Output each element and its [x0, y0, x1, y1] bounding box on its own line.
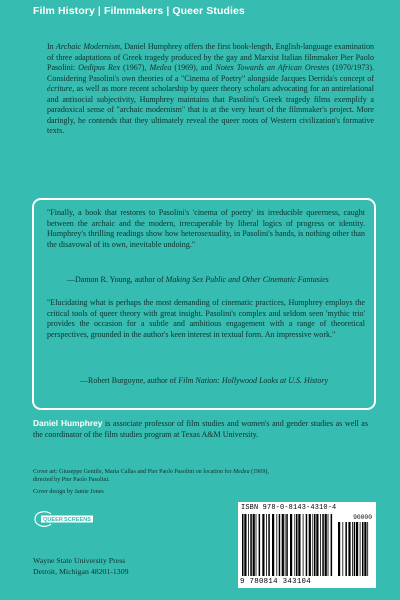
book-title: Archaic Modernism — [55, 42, 120, 51]
barcode-bar — [286, 514, 288, 576]
film-title-oedipus: Oedipus Rex — [78, 63, 121, 73]
barcode-bar — [354, 522, 356, 576]
barcode-bar — [342, 522, 343, 576]
author-name: Daniel Humphrey — [33, 418, 103, 428]
logo-word-queer: QUEER — [43, 517, 63, 524]
ean-digits: 9 780814 343104 — [240, 578, 312, 586]
desc-text-4: (1969), and — [171, 63, 216, 73]
cover-art-year: (1969), — [249, 469, 269, 475]
price-code: 90000 — [353, 514, 372, 521]
barcode-bar — [331, 514, 333, 576]
barcode-bar — [362, 522, 364, 576]
barcode-bar — [290, 514, 292, 576]
barcode-bar — [282, 514, 284, 576]
barcode-bar — [253, 514, 255, 576]
cover-art-credit — [33, 468, 283, 476]
publisher-block — [33, 556, 129, 577]
barcode-bar — [256, 514, 257, 576]
desc-text-6: , as well as more recent scholarship by queer theory scholars advocating for an antirelational and antisocial subjectivity, Humphrey maintains that Pasolini's Greek tragedy films exemplify a paradoxical sense of "archaic modernism" that is at the very heart of the filmmaker's project. More daringly, he contends that they ultimately reveal the queer roots of Western civilization's formative texts. — [47, 84, 374, 136]
isbn-number: ISBN 978-0-8143-4310-4 — [241, 504, 337, 512]
desc-text-5: (1970/1973). Considering Pasolini's own theories of a "Cinema of Poetry" alongside Jacques Derrida's concept of — [47, 63, 375, 83]
barcode-bar — [364, 522, 366, 576]
book-description — [47, 42, 374, 137]
barcode-bar — [312, 514, 313, 576]
cover-film-title: Medea — [233, 469, 250, 475]
barcode-bar — [248, 514, 249, 576]
attribution-2-work: Film Nation: Hollywood Looks at U.S. History — [178, 376, 329, 385]
cover-credits — [33, 468, 283, 496]
barcode-bar — [322, 514, 324, 576]
blurb-quote-1: "Finally, a book that restores to Pasolini's 'cinema of poetry' its irreducible queerness, caught between the archaic and the modern, irrecuperable by liberal logics of progress or identity. Humphrey's thrilling readings show how heterosexuality, in Pasolini's hands, is nothing other than the disavowal of its own, inevitable undoing." — [47, 208, 365, 249]
barcode-bar — [356, 522, 358, 576]
barcode-bar — [345, 522, 347, 576]
barcode-bar — [259, 514, 261, 576]
isbn-barcode — [238, 502, 376, 588]
barcode-bar — [320, 514, 321, 576]
barcode-bar — [272, 514, 274, 576]
barcode-bar — [348, 522, 350, 576]
ean-barcode-bars — [242, 514, 334, 576]
barcode-bar — [338, 522, 340, 576]
term-ecriture: écriture — [47, 84, 73, 94]
barcode-bar — [306, 514, 308, 576]
queer-screens-logo — [33, 508, 93, 526]
author-bio-text: is associate professor of film studies and women's and gender studies as well as the coordinator of the film studies program at Texas A&M University. — [33, 419, 368, 439]
barcode-bar — [314, 514, 316, 576]
design-credit: Cover design by Jamie Jones — [33, 489, 104, 495]
logo-word-screens: SCREENS — [64, 517, 92, 524]
director-credit: directed by Pier Paolo Pasolini. — [33, 477, 110, 483]
barcode-bar — [328, 514, 329, 576]
barcode-bar — [303, 514, 304, 576]
barcode-bar — [367, 522, 368, 576]
queer-screens-logo-graphic — [33, 508, 95, 530]
barcode-bar — [276, 514, 277, 576]
price-barcode-bars — [338, 522, 372, 576]
publisher-name: Wayne State University Press — [33, 556, 126, 565]
barcode-bar — [285, 514, 286, 576]
attribution-1-work: Making Sex Public and Other Cinematic Fantasies — [165, 275, 329, 284]
series-header: Film History | Filmmakers | Queer Studies — [33, 5, 245, 17]
barcode-bar — [296, 514, 298, 576]
blurb-attribution-1 — [67, 275, 367, 284]
barcode-bar — [242, 514, 244, 576]
barcode-bar — [250, 514, 252, 576]
attribution-2-name: —Robert Burgoyne, author of — [80, 376, 179, 385]
barcode-bar — [268, 514, 270, 576]
desc-text-1: In — [47, 42, 56, 51]
film-title-orestes: Notes Towards an African Orestes — [215, 63, 330, 73]
barcode-bar — [294, 514, 295, 576]
author-bio — [33, 418, 368, 440]
barcode-bar — [352, 522, 353, 576]
desc-text-3: (1967), — [120, 63, 150, 73]
barcode-bar — [262, 514, 264, 576]
barcode-bar — [360, 522, 361, 576]
blurb-attribution-2 — [80, 376, 370, 385]
barcode-bar — [298, 514, 300, 576]
barcode-bar — [266, 514, 267, 576]
barcode-bar — [279, 514, 281, 576]
barcode-bar — [316, 514, 318, 576]
attribution-1-name: —Damon R. Young, author of — [67, 275, 166, 284]
blurb-quote-2: "Elucidating what is perhaps the most demanding of cinematic practices, Humphrey employs the critical tools of queer theory with great insight. Pasolini's complex and seldom seen 'mythic trio' provides the occasion for a subtle and ambitious engagement with a range of theoretical perspectives, grounded in the author's keen interest in textual form. An impressive work." — [47, 298, 365, 339]
cover-art-text: Cover art: Giuseppe Gentile, Maria Callas and Pier Paolo Pasolini on location for — [33, 469, 234, 475]
barcode-bar — [244, 514, 246, 576]
film-title-medea: Medea — [149, 63, 172, 73]
barcode-bar — [325, 514, 327, 576]
desc-text-2: , Daniel Humphrey offers the first book-length, English-language examination of three adaptations of Greek tragedy produced by the gay and Marxist Italian filmmaker Pier Paolo Pasolini: — [47, 42, 374, 73]
publisher-address: Detroit, Michigan 48201-1309 — [33, 566, 129, 576]
barcode-bar — [309, 514, 311, 576]
